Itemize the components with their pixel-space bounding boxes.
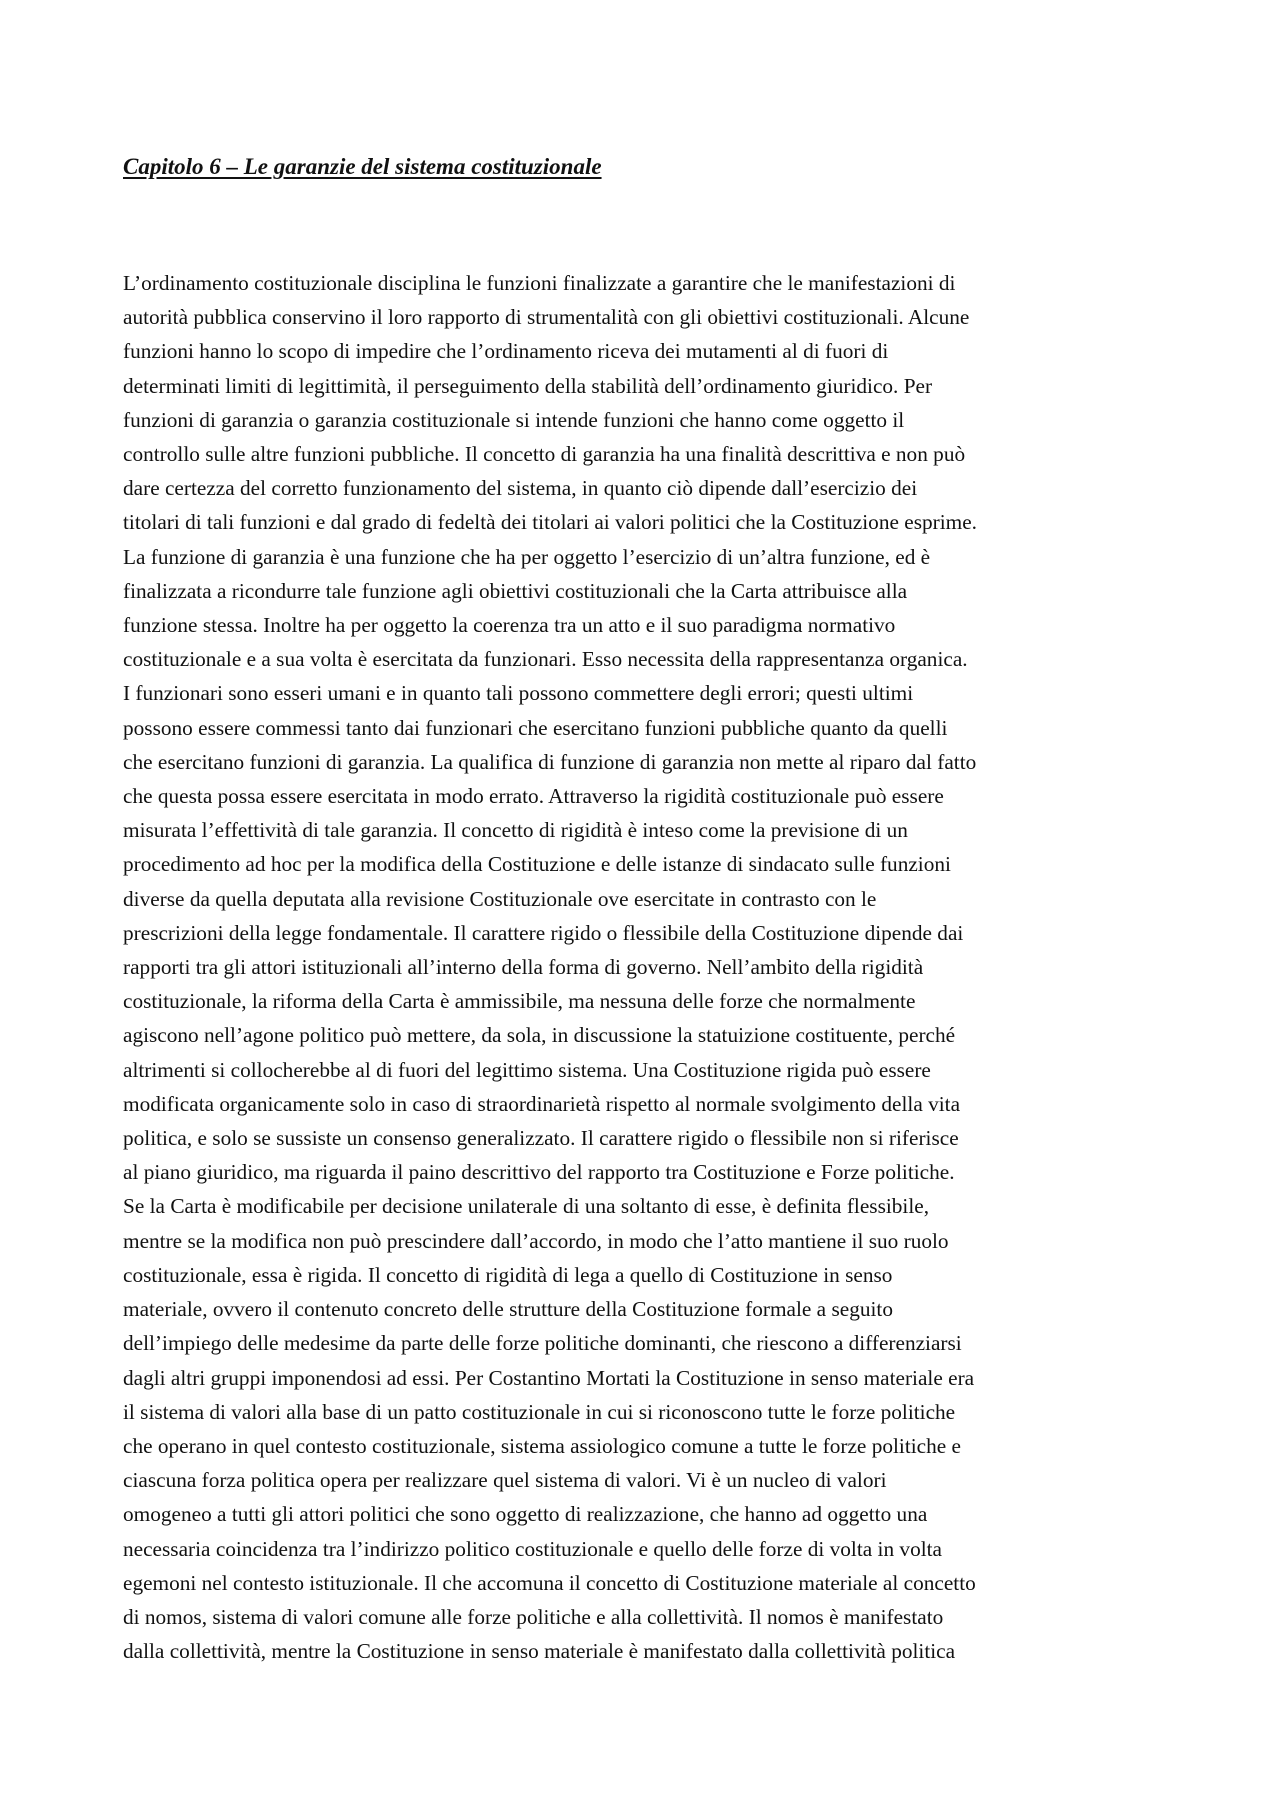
text-line: politica, e solo se sussiste un consenso generalizzato. Il carattere rigido o flessibile non si riferisce — [123, 1126, 959, 1151]
text-line: La funzione di garanzia è una funzione che ha per oggetto l’esercizio di un’altra funzione, ed è — [123, 544, 931, 569]
text-line: dalla collettività, mentre la Costituzione in senso materiale è manifestato dalla collettività politica — [123, 1639, 956, 1664]
text-line: necessaria coincidenza tra l’indirizzo politico costituzionale e quello delle forze di volta in volta — [123, 1536, 943, 1561]
text-line: costituzionale e a sua volta è esercitata da funzionari. Esso necessita della rappresentanza organica. — [123, 647, 968, 672]
text-line: che esercitano funzioni di garanzia. La qualifica di funzione di garanzia non mette al riparo dal fatto — [123, 749, 977, 774]
text-line: procedimento ad hoc per la modifica della Costituzione e delle istanze di sindacato sulle funzioni — [123, 852, 951, 877]
text-line: omogeneo a tutti gli attori politici che sono oggetto di realizzazione, che hanno ad oggetto una — [123, 1502, 928, 1527]
text-line: dell’impiego delle medesime da parte delle forze politiche dominanti, che riescono a differenziarsi — [123, 1331, 962, 1356]
body-paragraph — [123, 266, 1183, 1668]
text-line: funzioni hanno lo scopo di impedire che l’ordinamento riceva dei mutamenti al di fuori di — [123, 339, 889, 364]
text-line: misurata l’effettività di tale garanzia. Il concetto di rigidità è inteso come la previsione di un — [123, 818, 908, 843]
text-line: rapporti tra gli attori istituzionali all’interno della forma di governo. Nell’ambito della rigidità — [123, 955, 924, 980]
text-line: controllo sulle altre funzioni pubbliche. Il concetto di garanzia ha una finalità descrittiva e non può — [123, 442, 966, 467]
text-line: prescrizioni della legge fondamentale. Il carattere rigido o flessibile della Costituzione dipende dai — [123, 920, 964, 945]
text-line: finalizzata a ricondurre tale funzione agli obiettivi costituzionali che la Carta attribuisce alla — [123, 578, 908, 603]
text-line: dare certezza del corretto funzionamento del sistema, in quanto ciò dipende dall’esercizio dei — [123, 476, 918, 501]
text-line: costituzionale, la riforma della Carta è ammissibile, ma nessuna delle forze che normalmente — [123, 989, 916, 1014]
text-line: che questa possa essere esercitata in modo errato. Attraverso la rigidità costituzionale può essere — [123, 784, 944, 809]
text-line: ciascuna forza politica opera per realizzare quel sistema di valori. Vi è un nucleo di valori — [123, 1468, 887, 1493]
text-line: titolari di tali funzioni e dal grado di fedeltà dei titolari ai valori politici che la Costituzione esprime. — [123, 510, 977, 535]
text-line: determinati limiti di legittimità, il perseguimento della stabilità dell’ordinamento giuridico. Per — [123, 373, 933, 398]
text-line: funzioni di garanzia o garanzia costituzionale si intende funzioni che hanno come oggetto il — [123, 407, 905, 432]
text-line: al piano giuridico, ma riguarda il paino descrittivo del rapporto tra Costituzione e Forze politiche. — [123, 1160, 955, 1185]
text-line: altrimenti si collocherebbe al di fuori del legittimo sistema. Una Costituzione rigida può essere — [123, 1057, 931, 1082]
text-line: modificata organicamente solo in caso di straordinarietà rispetto al normale svolgimento della vita — [123, 1091, 961, 1116]
text-line: costituzionale, essa è rigida. Il concetto di rigidità di lega a quello di Costituzione in senso — [123, 1262, 893, 1287]
text-line: mentre se la modifica non può prescindere dall’accordo, in modo che l’atto mantiene il suo ruolo — [123, 1228, 949, 1253]
text-line: dagli altri gruppi imponendosi ad essi. Per Costantino Mortati la Costituzione in senso materiale era — [123, 1365, 975, 1390]
text-line: L’ordinamento costituzionale disciplina le funzioni finalizzate a garantire che le manifestazioni di — [123, 271, 956, 295]
text-line: di nomos, sistema di valori comune alle forze politiche e alla collettività. Il nomos è manifestato — [123, 1604, 944, 1629]
text-line: agiscono nell’agone politico può mettere, da sola, in discussione la statuizione costituente, perché — [123, 1023, 956, 1048]
text-line: che operano in quel contesto costituzionale, sistema assiologico comune a tutte le forze politiche e — [123, 1433, 961, 1458]
text-line: diverse da quella deputata alla revisione Costituzionale ove esercitate in contrasto con le — [123, 886, 877, 911]
text-line: il sistema di valori alla base di un patto costituzionale in cui si riconoscono tutte le forze politiche — [123, 1399, 956, 1424]
chapter-title: Capitolo 6 – Le garanzie del sistema costituzionale — [123, 154, 602, 179]
text-line: I funzionari sono esseri umani e in quanto tali possono commettere degli errori; questi ultimi — [123, 681, 914, 706]
text-line: materiale, ovvero il contenuto concreto delle strutture della Costituzione formale a seguito — [123, 1297, 893, 1322]
text-line: Se la Carta è modificabile per decisione unilaterale di una soltanto di esse, è definita flessibile, — [123, 1194, 930, 1219]
text-line: funzione stessa. Inoltre ha per oggetto la coerenza tra un atto e il suo paradigma normativo — [123, 613, 896, 638]
text-line: autorità pubblica conservino il loro rapporto di strumentalità con gli obiettivi costituzionali. Alcune — [123, 305, 970, 330]
text-line: possono essere commessi tanto dai funzionari che esercitano funzioni pubbliche quanto da quelli — [123, 715, 948, 740]
text-line: egemoni nel contesto istituzionale. Il che accomuna il concetto di Costituzione materiale al concetto — [123, 1570, 976, 1595]
